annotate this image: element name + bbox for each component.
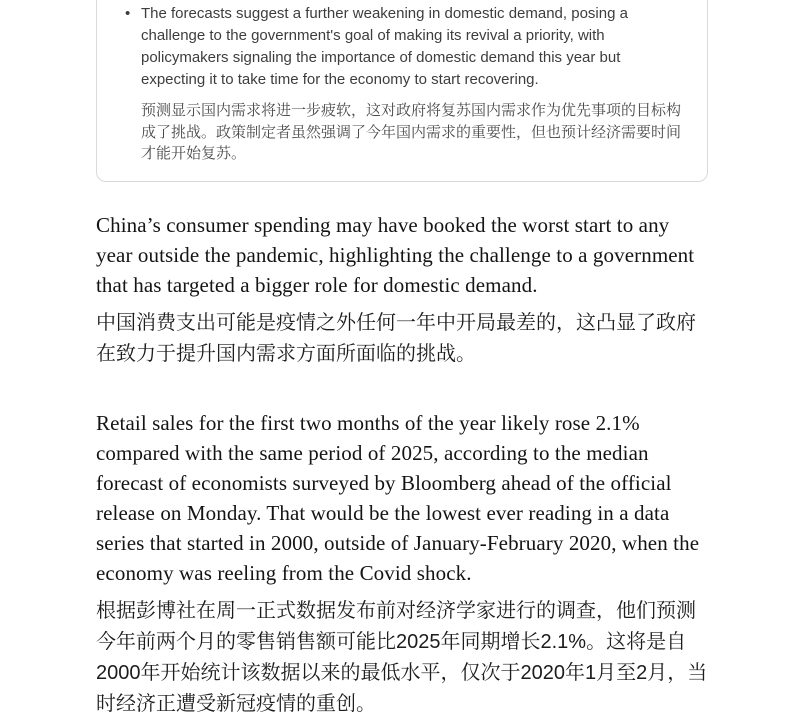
article-body [96, 210, 708, 714]
paragraph-en-1: China’s consumer spending may have booked the worst start to any year outside the pandemic, highlighting the challenge to a government that has targeted a bigger role for domestic demand. [96, 212, 695, 297]
paragraph-zh-1: 中国消费支出可能是疫情之外任何一年中开局最差的，这凸显了政府在致力于提升国内需求方面所面临的挑战。 [96, 311, 696, 365]
bullet-icon: • [125, 5, 131, 22]
content-column [96, 0, 708, 714]
summary-bullet-text-en: The forecasts suggest a further weakening in domestic demand, posing a challenge to the government's goal of making its revival a priority, with policymakers signaling the importance of domestic demand this year but expecting it to take time for the economy to start recovering. [141, 5, 628, 88]
paragraph-zh-2: 根据彭博社在周一正式数据发布前对经济学家进行的调查，他们预测今年前两个月的零售销售额可能比2025年同期增长2.1%。这将是自2000年开始统计该数据以来的最低水平，仅次于2020年1月至2月，当时经济正遭受新冠疫情的重创。 [96, 599, 708, 714]
summary-bullet-list [113, 3, 687, 91]
paragraph-en-2: Retail sales for the first two months of the year likely rose 2.1% compared with the same period of 2025, according to the median forecast of economists surveyed by Bloomberg ahead of the official release on Monday. That would be the lowest ever reading in a data series that started in 2000, outside of January-February 2020, when the economy was reeling from the Covid shock. [96, 410, 700, 585]
summary-box [96, 0, 708, 182]
summary-bullet-text-zh: 预测显示国内需求将进一步疲软，这对政府将复苏国内需求作为优先事项的目标构成了挑战。政策制定者虽然强调了今年国内需求的重要性，但也预计经济需要时间才能开始复苏。 [141, 102, 682, 162]
summary-bullet-item [125, 3, 687, 91]
